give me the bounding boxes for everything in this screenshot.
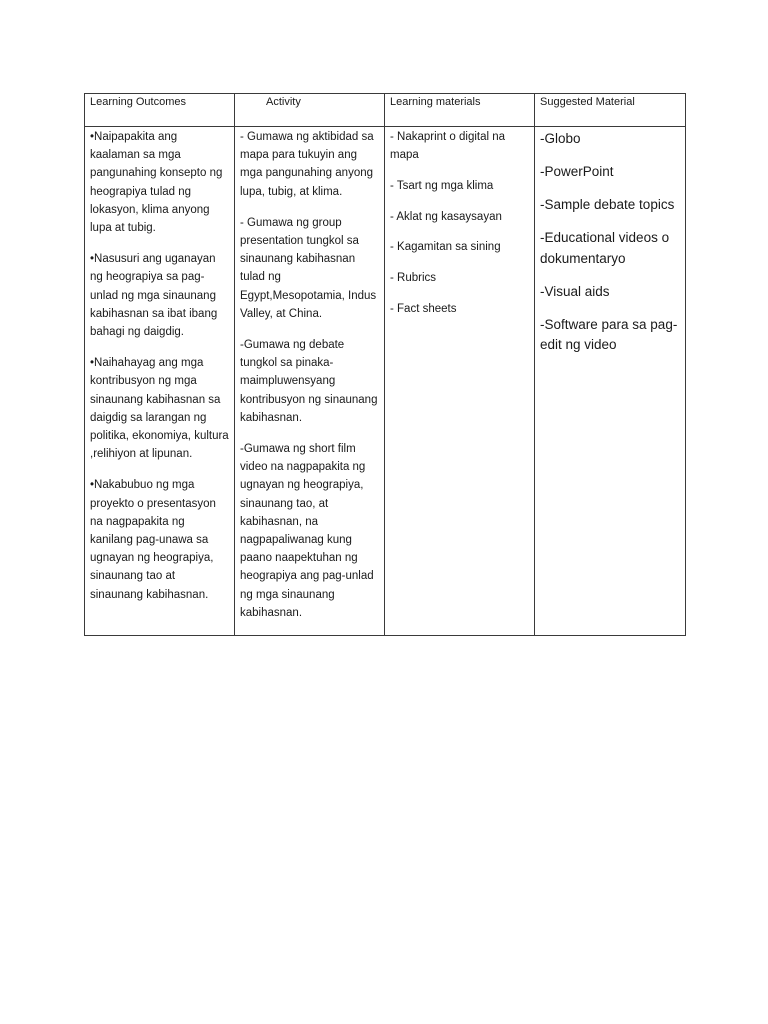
- suggested-material-item: -Globo: [540, 131, 581, 146]
- learning-material-item: - Aklat ng kasaysayan: [390, 210, 502, 223]
- activity-item: - Gumawa ng group presentation tungkol sa sinaunang kabihasnan tulad ng Egypt,Mesopotamia, Indus Valley, at China.: [240, 216, 377, 320]
- activity-item: -Gumawa ng debate tungkol sa pinaka-maimpluwensyang kontribusyon ng sinaunang kabihasnan.: [240, 339, 378, 424]
- header-learning-outcomes: Learning Outcomes: [85, 94, 235, 127]
- learning-material-item: - Nakaprint o digital na mapa: [390, 131, 506, 162]
- learning-materials-cell: [385, 127, 535, 636]
- activity-item: -Gumawa ng short film video na nagpapakita ng ugnayan ng heograpiya, sinaunang tao, at kabihasnan, na nagpapaliwanag kung paano naapektuhan ng heograpiya ang pag-unlad ng mga sinaunang kabihasnan.: [240, 443, 374, 619]
- activity-item: - Gumawa ng aktibidad sa mapa para tukuyin ang mga pangunahing anyong lupa, tubig, at klima.: [240, 131, 374, 198]
- suggested-material-item: -PowerPoint: [540, 164, 614, 179]
- activities-cell: [235, 127, 385, 636]
- suggested-material-item: -Visual aids: [540, 283, 610, 299]
- learning-outcome-item: •Nakabubuo ng mga proyekto o presentasyon na nagpapakita ng kanilang pag-unawa sa ugnayan ng heograpiya, sinaunang tao at sinaunang kabihasnan.: [90, 479, 216, 601]
- table-header-row: [85, 94, 686, 127]
- suggested-material-item: -Software para sa pag-edit ng video: [540, 316, 678, 352]
- learning-material-item: - Kagamitan sa sining: [390, 241, 501, 254]
- header-suggested-material: Suggested Material: [535, 94, 686, 127]
- header-activity: Activity: [235, 94, 385, 127]
- table-row: [85, 127, 686, 636]
- learning-outcome-item: •Naipapakita ang kaalaman sa mga pangunahing konsepto ng heograpiya tulad ng lokasyon, klima anyong lupa at tubig.: [90, 131, 223, 235]
- learning-outcome-item: •Nasusuri ang uganayan ng heograpiya sa pag-unlad ng mga sinaunang kabihasnan sa ibat ibang bahagi ng daigdig.: [90, 253, 218, 339]
- suggested-material-item: -Educational videos o dokumentaryo: [540, 230, 670, 266]
- suggested-material-item: -Sample debate topics: [540, 197, 675, 212]
- header-learning-materials: Learning materials: [385, 94, 535, 127]
- learning-material-item: - Tsart ng mga klima: [390, 179, 494, 192]
- learning-material-item: - Rubrics: [390, 272, 437, 285]
- learning-material-item: - Fact sheets: [390, 302, 457, 315]
- suggested-materials-cell: [535, 127, 686, 636]
- learning-outcome-item: •Naihahayag ang mga kontribusyon ng mga sinaunang kabihasnan sa daigdig sa larangan ng politika, ekonomiya, kultura ,relihiyon at lipunan.: [90, 357, 229, 461]
- learning-outcomes-cell: [85, 127, 235, 636]
- lesson-plan-table: [84, 93, 686, 636]
